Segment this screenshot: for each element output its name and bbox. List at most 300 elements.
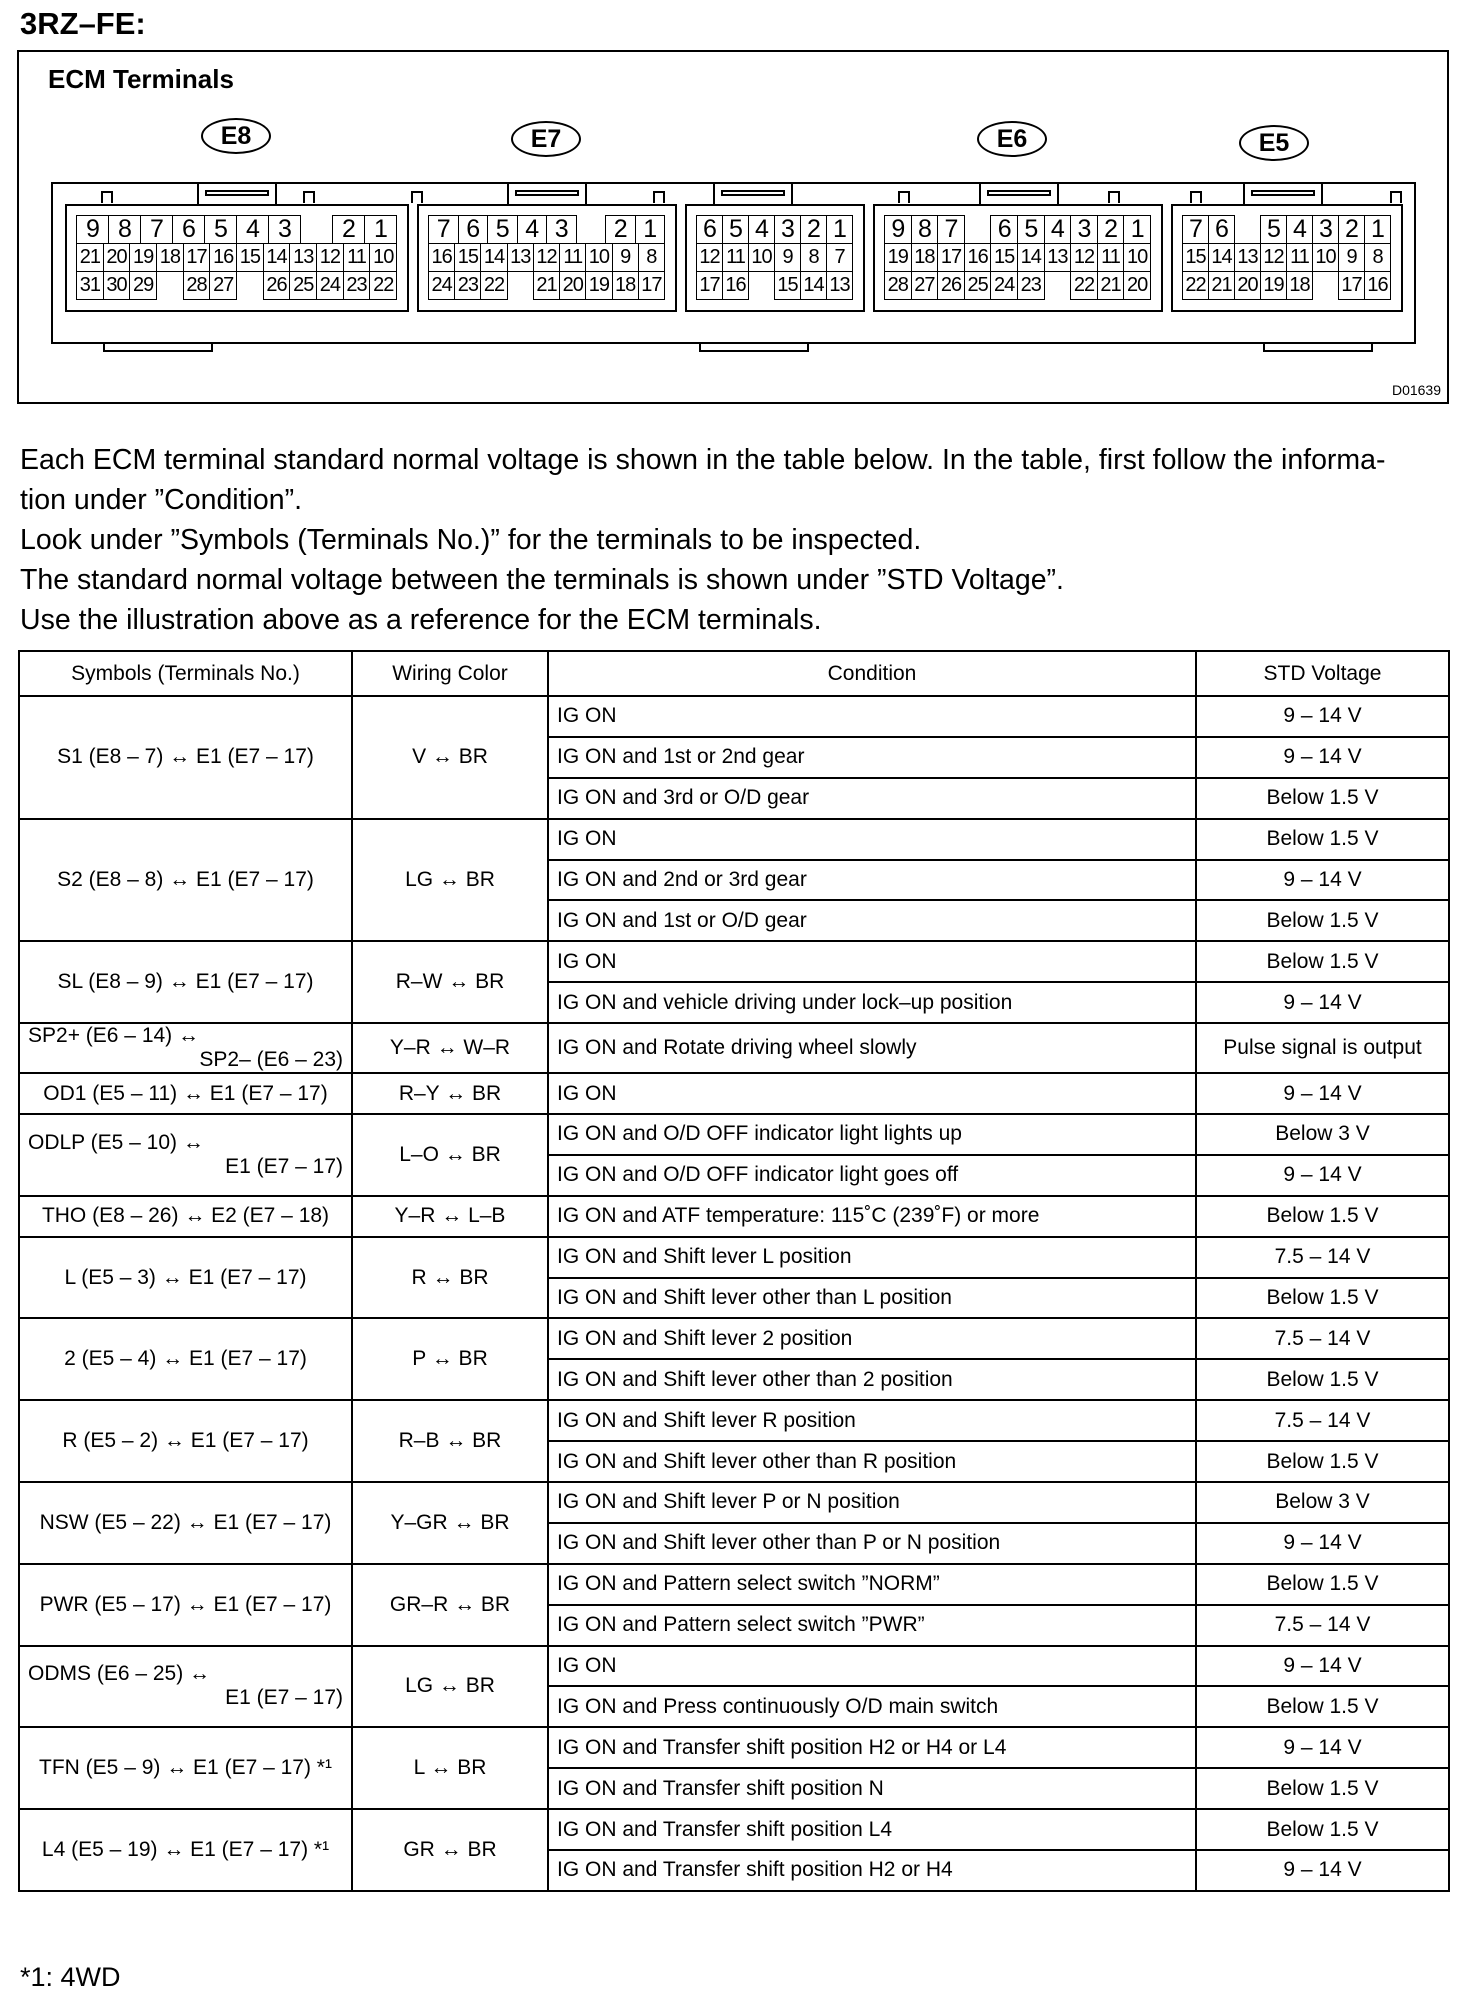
- terminal-pin: 28: [183, 271, 211, 300]
- pin-gap: [748, 271, 775, 300]
- pin-gap: [156, 271, 184, 300]
- pin-row: [77, 216, 397, 244]
- condition: IG ON and Shift lever other than L position: [548, 1278, 1196, 1319]
- table-body: [19, 696, 1449, 1891]
- condition: IG ON and 1st or 2nd gear: [548, 737, 1196, 778]
- terminal-pin: 21: [533, 271, 560, 300]
- latch-mark: [1190, 191, 1202, 203]
- terminal-pin: 24: [316, 271, 344, 300]
- terminal-symbol: [19, 1809, 352, 1891]
- pin-gap: [1312, 271, 1339, 300]
- terminal-pin: 11: [343, 243, 371, 272]
- header-std-voltage: STD Voltage: [1196, 651, 1449, 696]
- terminal-pin: 18: [911, 243, 939, 272]
- terminal-pin: 24: [990, 271, 1018, 300]
- housing-foot: [1263, 342, 1373, 352]
- condition: IG ON and Shift lever P or N position: [548, 1482, 1196, 1523]
- terminal-pin: 20: [1234, 271, 1261, 300]
- wiring-color: L ↔ BR: [352, 1727, 548, 1809]
- std-voltage: Below 1.5 V: [1196, 1686, 1449, 1727]
- symbol-line: TFN (E5 – 9) ↔ E1 (E7 – 17) *¹: [39, 1756, 332, 1780]
- std-voltage: 9 – 14 V: [1196, 1727, 1449, 1768]
- pin-row: [429, 244, 665, 272]
- terminal-pin: 16: [964, 243, 992, 272]
- latch-mark: [101, 191, 113, 203]
- terminal-pin: 4: [748, 215, 775, 244]
- terminal-pin: 5: [722, 215, 749, 244]
- table-row: [19, 1727, 1449, 1768]
- pin-gap: [236, 271, 264, 300]
- condition: IG ON and 1st or O/D gear: [548, 900, 1196, 941]
- terminal-pin: 29: [129, 271, 157, 300]
- condition: IG ON: [548, 941, 1196, 982]
- std-voltage: Below 1.5 V: [1196, 1809, 1449, 1850]
- terminal-pin: 7: [937, 215, 965, 244]
- terminal-pin: 14: [1208, 243, 1235, 272]
- latch-mark: [411, 191, 423, 203]
- condition: IG ON and 2nd or 3rd gear: [548, 860, 1196, 901]
- connector-e8: [65, 204, 409, 312]
- pin-grid: [1183, 216, 1391, 300]
- std-voltage: 9 – 14 V: [1196, 1646, 1449, 1687]
- terminal-pin: 11: [1286, 243, 1313, 272]
- terminal-pin: 13: [507, 243, 534, 272]
- header-condition: Condition: [548, 651, 1196, 696]
- terminal-pin: 1: [635, 215, 666, 244]
- terminal-pin: 19: [884, 243, 912, 272]
- terminal-pin: 19: [1260, 271, 1287, 300]
- latch-mark: [653, 191, 665, 203]
- terminal-pin: 22: [1182, 271, 1209, 300]
- terminal-pin: 8: [108, 215, 141, 244]
- std-voltage: Below 1.5 V: [1196, 1359, 1449, 1400]
- terminal-pin: 14: [800, 271, 827, 300]
- terminal-pin: 4: [236, 215, 269, 244]
- pin-row: [429, 272, 665, 300]
- terminal-pin: 3: [546, 215, 577, 244]
- condition: IG ON and 3rd or O/D gear: [548, 778, 1196, 819]
- terminal-pin: 6: [990, 215, 1018, 244]
- terminal-pin: 12: [316, 243, 344, 272]
- terminal-pin: 2: [605, 215, 636, 244]
- terminal-symbol: [19, 1023, 352, 1073]
- terminal-pin: 13: [826, 271, 853, 300]
- symbol-line: S2 (E8 – 8) ↔ E1 (E7 – 17): [57, 868, 314, 891]
- table-row: [19, 1114, 1449, 1155]
- std-voltage: Below 3 V: [1196, 1482, 1449, 1523]
- std-voltage: 9 – 14 V: [1196, 1155, 1449, 1196]
- terminal-pin: 3: [268, 215, 301, 244]
- terminal-pin: 22: [480, 271, 507, 300]
- terminal-pin: 17: [937, 243, 965, 272]
- terminal-symbol: [19, 819, 352, 942]
- terminal-pin: 7: [826, 243, 853, 272]
- terminal-pin: 8: [800, 243, 827, 272]
- terminal-pin: 3: [1312, 215, 1339, 244]
- symbol-line: L4 (E5 – 19) ↔ E1 (E7 – 17) *¹: [41, 1838, 330, 1862]
- connector-label-e5: E5: [1239, 125, 1309, 161]
- terminal-pin: 16: [722, 271, 749, 300]
- instruction-line: The standard normal voltage between the terminals is shown under ”STD Voltage”.: [20, 564, 1064, 596]
- std-voltage: 7.5 – 14 V: [1196, 1318, 1449, 1359]
- table-row: [19, 696, 1449, 737]
- header-wiring-color: Wiring Color: [352, 651, 548, 696]
- terminal-pin: 14: [263, 243, 291, 272]
- terminal-pin: 22: [1070, 271, 1098, 300]
- wiring-color: GR ↔ BR: [352, 1809, 548, 1891]
- condition: IG ON and Shift lever other than P or N position: [548, 1523, 1196, 1564]
- wiring-color: R ↔ BR: [352, 1237, 548, 1319]
- terminal-pin: 15: [236, 243, 264, 272]
- pin-gap: [576, 215, 607, 244]
- terminal-pin: 25: [289, 271, 317, 300]
- terminal-pin: 5: [1017, 215, 1045, 244]
- housing-foot: [103, 342, 213, 352]
- terminal-pin: 11: [1097, 243, 1125, 272]
- condition: IG ON and Shift lever other than 2 position: [548, 1359, 1196, 1400]
- terminal-pin: 28: [884, 271, 912, 300]
- terminal-symbol: [19, 1196, 352, 1237]
- pin-gap: [507, 271, 534, 300]
- terminal-pin: 1: [1364, 215, 1391, 244]
- pin-grid: [429, 216, 665, 300]
- table-header-row: [19, 651, 1449, 696]
- terminal-pin: 23: [454, 271, 481, 300]
- terminal-pin: 21: [1097, 271, 1125, 300]
- terminal-pin: 12: [533, 243, 560, 272]
- terminal-pin: 18: [156, 243, 184, 272]
- terminal-pin: 10: [1123, 243, 1151, 272]
- terminal-pin: 3: [1070, 215, 1098, 244]
- pin-row: [885, 216, 1151, 244]
- ecm-terminal-figure: [17, 50, 1449, 404]
- terminal-pin: 7: [428, 215, 459, 244]
- table-row: [19, 1646, 1449, 1687]
- figure-title: ECM Terminals: [48, 64, 234, 94]
- std-voltage: Below 1.5 V: [1196, 1196, 1449, 1237]
- terminal-pin: 26: [937, 271, 965, 300]
- symbol-line: S1 (E8 – 7) ↔ E1 (E7 – 17): [57, 745, 314, 769]
- terminal-pin: 17: [638, 271, 665, 300]
- std-voltage: 9 – 14 V: [1196, 860, 1449, 901]
- terminal-symbol: [19, 696, 352, 819]
- ecm-voltage-table: [18, 650, 1450, 1892]
- terminal-pin: 17: [1338, 271, 1365, 300]
- symbol-line: E1 (E7 – 17): [225, 1686, 343, 1710]
- symbol-line: ODLP (E5 – 10) ↔: [28, 1130, 204, 1154]
- terminal-pin: 21: [76, 243, 104, 272]
- terminal-symbol: [19, 1482, 352, 1564]
- terminal-pin: 3: [774, 215, 801, 244]
- connector-e5: [1171, 204, 1403, 312]
- terminal-pin: 5: [487, 215, 518, 244]
- pin-row: [697, 272, 853, 300]
- connector-label-e8: E8: [201, 118, 271, 154]
- wiring-color: LG ↔ BR: [352, 819, 548, 942]
- terminal-pin: 9: [884, 215, 912, 244]
- condition: IG ON: [548, 1646, 1196, 1687]
- std-voltage: Below 1.5 V: [1196, 941, 1449, 982]
- symbol-line: L (E5 – 3) ↔ E1 (E7 – 17): [64, 1265, 307, 1289]
- latch-mark: [303, 191, 315, 203]
- pin-grid: [697, 216, 853, 300]
- terminal-pin: 2: [332, 215, 365, 244]
- terminal-pin: 7: [140, 215, 173, 244]
- condition: IG ON and Transfer shift position H2 or H4 or L4: [548, 1727, 1196, 1768]
- terminal-symbol: [19, 1073, 352, 1114]
- symbol-line: SP2– (E6 – 23): [199, 1048, 343, 1072]
- std-voltage: 9 – 14 V: [1196, 696, 1449, 737]
- connector-label-e7: E7: [511, 121, 581, 157]
- pin-grid: [885, 216, 1151, 300]
- condition: IG ON and Rotate driving wheel slowly: [548, 1023, 1196, 1073]
- terminal-pin: 11: [559, 243, 586, 272]
- symbol-line: PWR (E5 – 17) ↔ E1 (E7 – 17): [39, 1592, 332, 1616]
- terminal-pin: 8: [638, 243, 665, 272]
- std-voltage: 9 – 14 V: [1196, 1523, 1449, 1564]
- terminal-pin: 13: [289, 243, 317, 272]
- terminal-pin: 31: [76, 271, 104, 300]
- std-voltage: Below 1.5 V: [1196, 1768, 1449, 1809]
- pin-row: [77, 244, 397, 272]
- condition: IG ON and Shift lever other than R position: [548, 1441, 1196, 1482]
- condition: IG ON: [548, 696, 1196, 737]
- wiring-color: R–B ↔ BR: [352, 1400, 548, 1482]
- terminal-pin: 1: [1123, 215, 1151, 244]
- terminal-pin: 12: [696, 243, 723, 272]
- terminal-symbol: [19, 941, 352, 1023]
- terminal-pin: 6: [1208, 215, 1235, 244]
- header-symbols: Symbols (Terminals No.): [19, 651, 352, 696]
- terminal-pin: 17: [696, 271, 723, 300]
- connector-unlabeled: [685, 204, 865, 312]
- terminal-symbol: [19, 1646, 352, 1728]
- terminal-symbol: [19, 1727, 352, 1809]
- connector-label-e6: E6: [977, 121, 1047, 157]
- terminal-pin: 18: [612, 271, 639, 300]
- terminal-pin: 27: [209, 271, 237, 300]
- pin-row: [885, 244, 1151, 272]
- condition: IG ON: [548, 1073, 1196, 1114]
- terminal-pin: 14: [480, 243, 507, 272]
- latch-mark: [1390, 191, 1402, 203]
- terminal-pin: 4: [1044, 215, 1072, 244]
- latch-mark: [1108, 191, 1120, 203]
- symbol-line: NSW (E5 – 22) ↔ E1 (E7 – 17): [39, 1510, 332, 1534]
- pin-row: [697, 244, 853, 272]
- terminal-pin: 16: [1364, 271, 1391, 300]
- std-voltage: Below 1.5 V: [1196, 1441, 1449, 1482]
- instruction-line: Look under ”Symbols (Terminals No.)” for the terminals to be inspected.: [20, 524, 922, 556]
- terminal-pin: 20: [559, 271, 586, 300]
- std-voltage: 7.5 – 14 V: [1196, 1400, 1449, 1441]
- symbol-line: 2 (E5 – 4) ↔ E1 (E7 – 17): [64, 1347, 307, 1371]
- terminal-pin: 2: [1097, 215, 1125, 244]
- terminal-symbol: [19, 1564, 352, 1646]
- terminal-pin: 27: [911, 271, 939, 300]
- std-voltage: 7.5 – 14 V: [1196, 1237, 1449, 1278]
- pin-row: [1183, 216, 1391, 244]
- instructions: [20, 440, 1450, 640]
- std-voltage: 9 – 14 V: [1196, 737, 1449, 778]
- terminal-pin: 26: [263, 271, 291, 300]
- terminal-pin: 10: [585, 243, 612, 272]
- terminal-pin: 2: [800, 215, 827, 244]
- ecm-connector-housing: [51, 182, 1416, 344]
- connector-e7: [417, 204, 677, 312]
- wiring-color: L–O ↔ BR: [352, 1114, 548, 1196]
- terminal-pin: 9: [1338, 243, 1365, 272]
- terminal-pin: 1: [364, 215, 397, 244]
- table-row: [19, 819, 1449, 860]
- table-row: [19, 1482, 1449, 1523]
- figure-code: D01639: [1391, 382, 1441, 398]
- terminal-pin: 9: [612, 243, 639, 272]
- wiring-color: R–Y ↔ BR: [352, 1073, 548, 1114]
- terminal-pin: 13: [1044, 243, 1072, 272]
- table-row: [19, 941, 1449, 982]
- terminal-pin: 4: [517, 215, 548, 244]
- terminal-pin: 30: [103, 271, 131, 300]
- terminal-pin: 12: [1070, 243, 1098, 272]
- std-voltage: Below 1.5 V: [1196, 819, 1449, 860]
- terminal-symbol: [19, 1318, 352, 1400]
- symbol-line: R (E5 – 2) ↔ E1 (E7 – 17): [62, 1429, 309, 1453]
- condition: IG ON and ATF temperature: 115˚C (239˚F) or more: [548, 1196, 1196, 1237]
- terminal-pin: 13: [1234, 243, 1261, 272]
- terminal-symbol: [19, 1114, 352, 1196]
- terminal-pin: 12: [1260, 243, 1287, 272]
- wiring-color: P ↔ BR: [352, 1318, 548, 1400]
- terminal-pin: 2: [1338, 215, 1365, 244]
- terminal-pin: 15: [774, 271, 801, 300]
- wiring-color: Y–R ↔ W–R: [352, 1023, 548, 1073]
- std-voltage: Below 3 V: [1196, 1114, 1449, 1155]
- pin-row: [77, 272, 397, 300]
- condition: IG ON and Shift lever R position: [548, 1400, 1196, 1441]
- terminal-pin: 20: [103, 243, 131, 272]
- std-voltage: Below 1.5 V: [1196, 900, 1449, 941]
- std-voltage: 9 – 14 V: [1196, 1073, 1449, 1114]
- table-row: [19, 1809, 1449, 1850]
- terminal-pin: 6: [696, 215, 723, 244]
- pin-row: [885, 272, 1151, 300]
- condition: IG ON and O/D OFF indicator light lights up: [548, 1114, 1196, 1155]
- wiring-color: Y–R ↔ L–B: [352, 1196, 548, 1237]
- std-voltage: Below 1.5 V: [1196, 1278, 1449, 1319]
- symbol-line: SL (E8 – 9) ↔ E1 (E7 – 17): [57, 970, 314, 994]
- pin-gap: [964, 215, 992, 244]
- table-row: [19, 1318, 1449, 1359]
- symbol-line: E1 (E7 – 17): [225, 1154, 343, 1178]
- pin-gap: [1044, 271, 1072, 300]
- terminal-pin: 22: [369, 271, 397, 300]
- terminal-pin: 1: [826, 215, 853, 244]
- terminal-pin: 11: [722, 243, 749, 272]
- pin-row: [429, 216, 665, 244]
- connector-key: [713, 182, 793, 204]
- pin-row: [1183, 244, 1391, 272]
- terminal-pin: 6: [458, 215, 489, 244]
- wiring-color: Y–GR ↔ BR: [352, 1482, 548, 1564]
- terminal-pin: 9: [76, 215, 109, 244]
- condition: IG ON: [548, 819, 1196, 860]
- symbol-line: THO (E8 – 26) ↔ E2 (E7 – 18): [41, 1204, 330, 1228]
- wiring-color: V ↔ BR: [352, 696, 548, 819]
- pin-gap: [300, 215, 333, 244]
- std-voltage: Below 1.5 V: [1196, 778, 1449, 819]
- terminal-pin: 19: [129, 243, 157, 272]
- housing-foot: [699, 342, 809, 352]
- condition: IG ON and Pattern select switch ”NORM”: [548, 1564, 1196, 1605]
- terminal-pin: 23: [1017, 271, 1045, 300]
- pin-row: [1183, 272, 1391, 300]
- terminal-pin: 23: [343, 271, 371, 300]
- std-voltage: 9 – 14 V: [1196, 982, 1449, 1023]
- condition: IG ON and Transfer shift position N: [548, 1768, 1196, 1809]
- terminal-pin: 15: [990, 243, 1018, 272]
- wiring-color: GR–R ↔ BR: [352, 1564, 548, 1646]
- condition: IG ON and Transfer shift position H2 or H4: [548, 1850, 1196, 1891]
- wiring-color: LG ↔ BR: [352, 1646, 548, 1728]
- terminal-pin: 16: [209, 243, 237, 272]
- terminal-pin: 15: [1182, 243, 1209, 272]
- instruction-line: Each ECM terminal standard normal voltage is shown in the table below. In the table, first follow the informa-: [20, 444, 1386, 476]
- connector-key: [197, 182, 277, 204]
- table-row: [19, 1073, 1449, 1114]
- terminal-pin: 19: [585, 271, 612, 300]
- terminal-pin: 10: [1312, 243, 1339, 272]
- table-row: [19, 1237, 1449, 1278]
- terminal-pin: 10: [748, 243, 775, 272]
- terminal-pin: 24: [428, 271, 455, 300]
- table-row: [19, 1023, 1449, 1073]
- terminal-pin: 6: [172, 215, 205, 244]
- table-row: [19, 1564, 1449, 1605]
- condition: IG ON and O/D OFF indicator light goes off: [548, 1155, 1196, 1196]
- connector-key: [1243, 182, 1323, 204]
- pin-row: [697, 216, 853, 244]
- terminal-pin: 20: [1123, 271, 1151, 300]
- std-voltage: Pulse signal is output: [1196, 1023, 1449, 1073]
- connector-key: [507, 182, 587, 204]
- wiring-color: R–W ↔ BR: [352, 941, 548, 1023]
- symbol-line: SP2+ (E6 – 14) ↔: [28, 1024, 200, 1048]
- connector-e6: [873, 204, 1163, 312]
- condition: IG ON and Shift lever 2 position: [548, 1318, 1196, 1359]
- terminal-pin: 14: [1017, 243, 1045, 272]
- instruction-line: tion under ”Condition”.: [20, 484, 302, 516]
- std-voltage: Below 1.5 V: [1196, 1564, 1449, 1605]
- condition: IG ON and Shift lever L position: [548, 1237, 1196, 1278]
- terminal-symbol: [19, 1237, 352, 1319]
- terminal-pin: 15: [454, 243, 481, 272]
- terminal-pin: 21: [1208, 271, 1235, 300]
- condition: IG ON and Pattern select switch ”PWR”: [548, 1605, 1196, 1646]
- terminal-pin: 7: [1182, 215, 1209, 244]
- instruction-line: Use the illustration above as a reference for the ECM terminals.: [20, 604, 822, 636]
- terminal-pin: 25: [964, 271, 992, 300]
- table-row: [19, 1196, 1449, 1237]
- footnote: *1: 4WD: [20, 1962, 121, 1992]
- std-voltage: 7.5 – 14 V: [1196, 1605, 1449, 1646]
- terminal-pin: 17: [183, 243, 211, 272]
- terminal-pin: 10: [369, 243, 397, 272]
- terminal-pin: 16: [428, 243, 455, 272]
- terminal-pin: 5: [204, 215, 237, 244]
- connector-key: [979, 182, 1059, 204]
- condition: IG ON and vehicle driving under lock–up position: [548, 982, 1196, 1023]
